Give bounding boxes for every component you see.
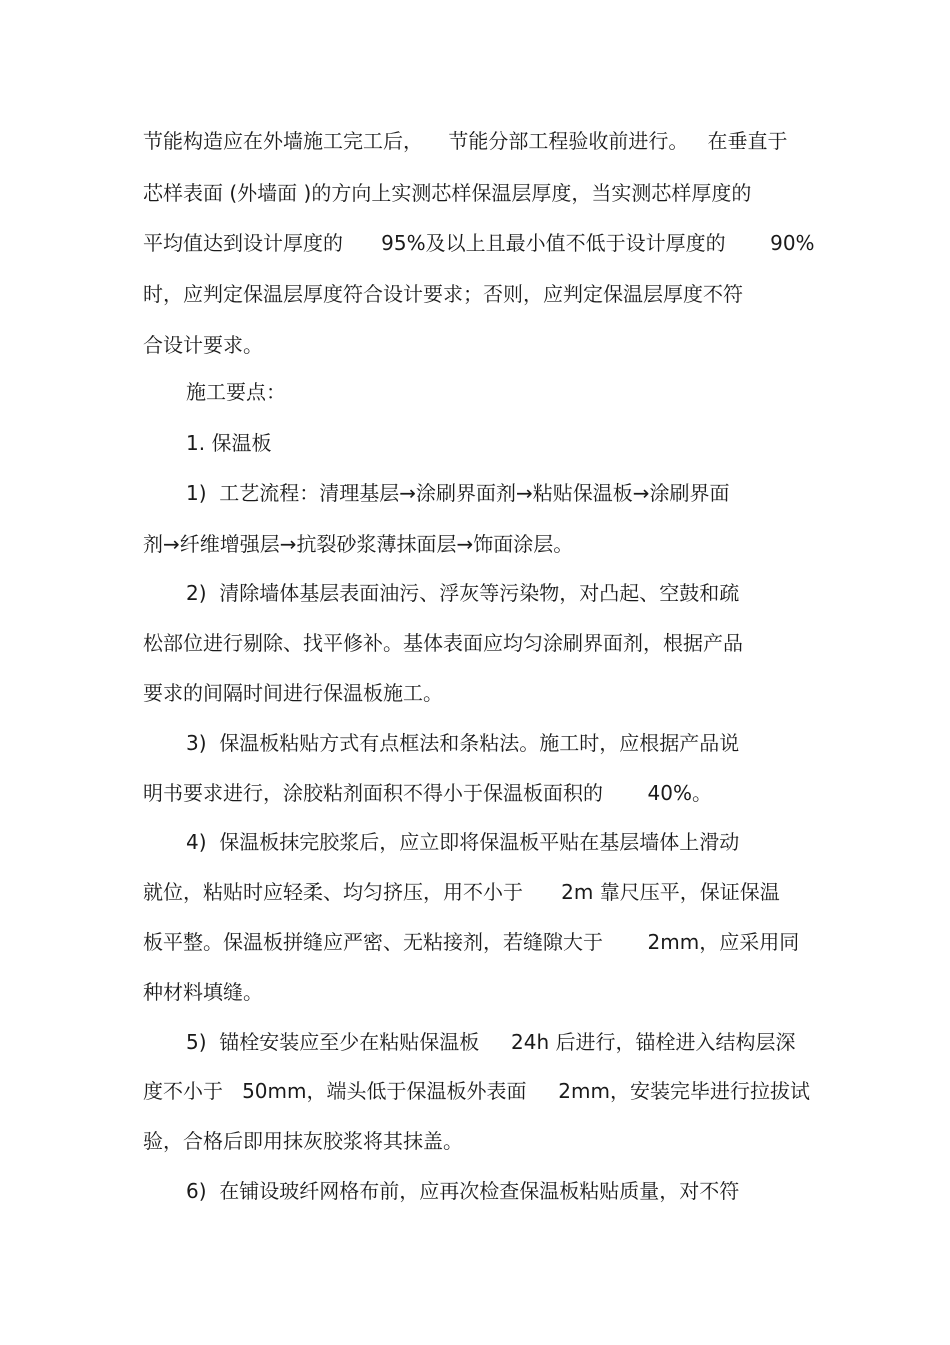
list-item-line: 剂→纤维增强层→抗裂砂浆薄抹面层→饰面涂层。 bbox=[143, 532, 574, 556]
list-item-line: 3) 保温板粘贴方式有点框法和条粘法。施工时，应根据产品说 bbox=[186, 731, 740, 755]
list-item-line: 松部位进行剔除、找平修补。基体表面应均匀涂刷界面剂，根据产品 bbox=[143, 631, 743, 655]
list-item-line: 板平整。保温板拼缝应严密、无粘接剂，若缝隙大于 2mm，应采用同 bbox=[143, 930, 800, 954]
list-item-line: 就位，粘贴时应轻柔、均匀挤压，用不小于 2m 靠尺压平，保证保温 bbox=[143, 880, 780, 904]
list-item-line: 验，合格后即用抹灰胶浆将其抹盖。 bbox=[143, 1129, 463, 1153]
list-item-line: 5) 锚栓安装应至少在粘贴保温板 24h 后进行，锚栓进入结构层深 bbox=[186, 1030, 796, 1054]
paragraph-line: 合设计要求。 bbox=[143, 333, 263, 357]
list-item-line: 4) 保温板抹完胶浆后，应立即将保温板平贴在基层墙体上滑动 bbox=[186, 830, 740, 854]
section-heading: 施工要点： bbox=[186, 380, 286, 404]
list-item-line: 6) 在铺设玻纤网格布前，应再次检查保温板粘贴质量，对不符 bbox=[186, 1179, 740, 1203]
paragraph-line: 平均值达到设计厚度的 95%及以上且最小值不低于设计厚度的 90% bbox=[143, 231, 815, 255]
list-item-line: 明书要求进行，涂胶粘剂面积不得小于保温板面积的 40%。 bbox=[143, 781, 712, 805]
list-item-line: 1) 工艺流程：清理基层→涂刷界面剂→粘贴保温板→涂刷界面 bbox=[186, 481, 730, 505]
list-item-line: 度不小于 50mm，端头低于保温板外表面 2mm，安装完毕进行拉拔试 bbox=[143, 1079, 810, 1103]
subsection-heading: 1. 保温板 bbox=[186, 431, 272, 455]
list-item-line: 2) 清除墙体基层表面油污、浮灰等污染物，对凸起、空鼓和疏 bbox=[186, 581, 740, 605]
paragraph-line: 节能构造应在外墙施工完工后， 节能分部工程验收前进行。 在垂直于 bbox=[143, 129, 788, 153]
paragraph-line: 芯样表面 (外墙面 )的方向上实测芯样保温层厚度，当实测芯样厚度的 bbox=[143, 181, 752, 205]
paragraph-line: 时，应判定保温层厚度符合设计要求；否则，应判定保温层厚度不符 bbox=[143, 282, 743, 306]
list-item-line: 要求的间隔时间进行保温板施工。 bbox=[143, 681, 443, 705]
list-item-line: 种材料填缝。 bbox=[143, 980, 263, 1004]
